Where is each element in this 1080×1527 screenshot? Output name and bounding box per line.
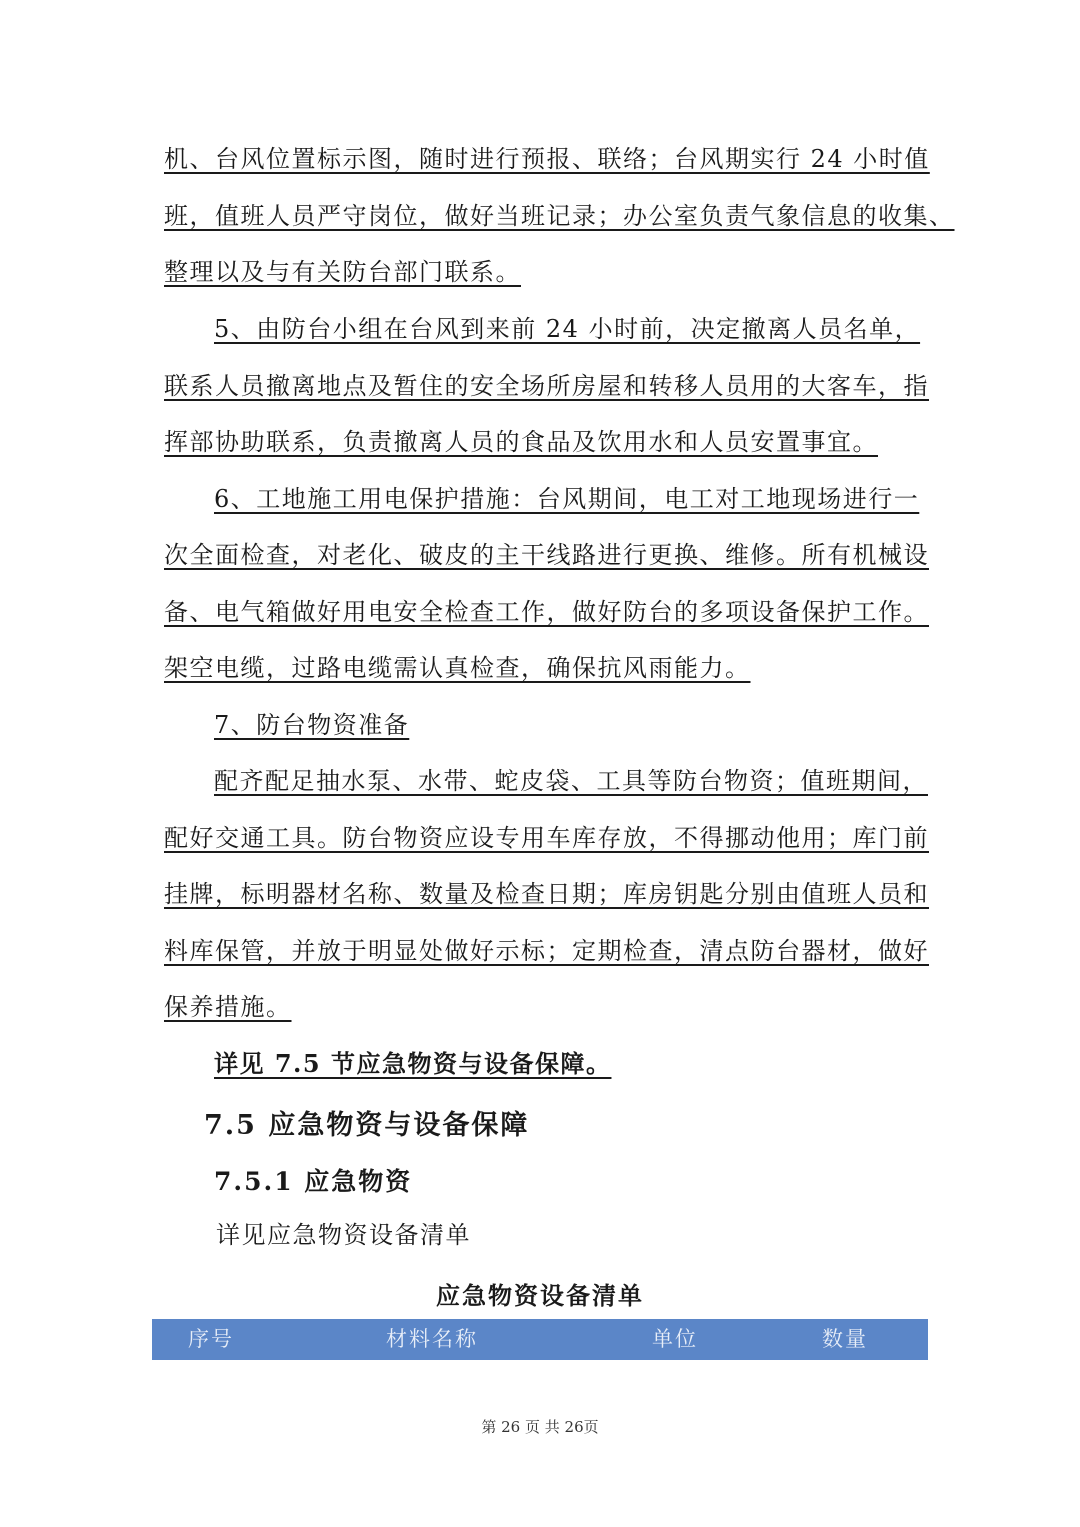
body-line: 保养措施。: [164, 993, 292, 1021]
reference-line: 详见 7.5 节应急物资与设备保障。: [214, 1049, 612, 1078]
intro-text: 详见应急物资设备清单: [216, 1221, 471, 1249]
item-6-line: 6、工地施工用电保护措施：台风期间，电工对工地现场进行一: [214, 485, 920, 513]
body-line: 次全面检查，对老化、破皮的主干线路进行更换、维修。所有机械设: [164, 541, 929, 569]
body-line: 配好交通工具。防台物资应设专用车库存放，不得挪动他用；库门前: [164, 824, 929, 852]
section-heading: 7.5 应急物资与设备保障: [204, 1110, 530, 1141]
subsection-heading: 7.5.1 应急物资: [214, 1167, 413, 1196]
body-line: 料库保管，并放于明显处做好示标；定期检查，清点防台器材，做好: [164, 937, 929, 965]
body-line: 机、台风位置标示图，随时进行预报、联络；台风期实行 24 小时值: [164, 145, 930, 173]
table-header-cell: 材料名称: [386, 1327, 478, 1351]
page-footer: 第 26 页 共 26页: [481, 1418, 599, 1436]
body-line: 架空电缆，过路电缆需认真检查，确保抗风雨能力。: [164, 654, 751, 682]
table-header-row: [152, 1319, 928, 1360]
body-line: 挂牌，标明器材名称、数量及检查日期；库房钥匙分别由值班人员和: [164, 880, 929, 908]
body-line: 联系人员撤离地点及暂住的安全场所房屋和转移人员用的大客车，指: [164, 372, 929, 400]
body-line: 备、电气箱做好用电安全检查工作，做好防台的多项设备保护工作。: [164, 598, 929, 626]
item-5-line: 5、由防台小组在台风到来前 24 小时前，决定撤离人员名单，: [214, 315, 921, 343]
body-line: 配齐配足抽水泵、水带、蛇皮袋、工具等防台物资；值班期间，: [214, 767, 928, 795]
table-title: 应急物资设备清单: [436, 1281, 644, 1310]
table-header-cell: 序号: [188, 1327, 234, 1351]
table-header-cell: 数量: [822, 1327, 868, 1351]
body-line: 挥部协助联系，负责撤离人员的食品及饮用水和人员安置事宜。: [164, 428, 878, 456]
table-header-cell: 单位: [652, 1327, 698, 1351]
item-7-line: 7、防台物资准备: [214, 711, 410, 739]
body-line: 整理以及与有关防台部门联系。: [164, 258, 521, 286]
body-line: 班，值班人员严守岗位，做好当班记录；办公室负责气象信息的收集、: [164, 202, 955, 230]
